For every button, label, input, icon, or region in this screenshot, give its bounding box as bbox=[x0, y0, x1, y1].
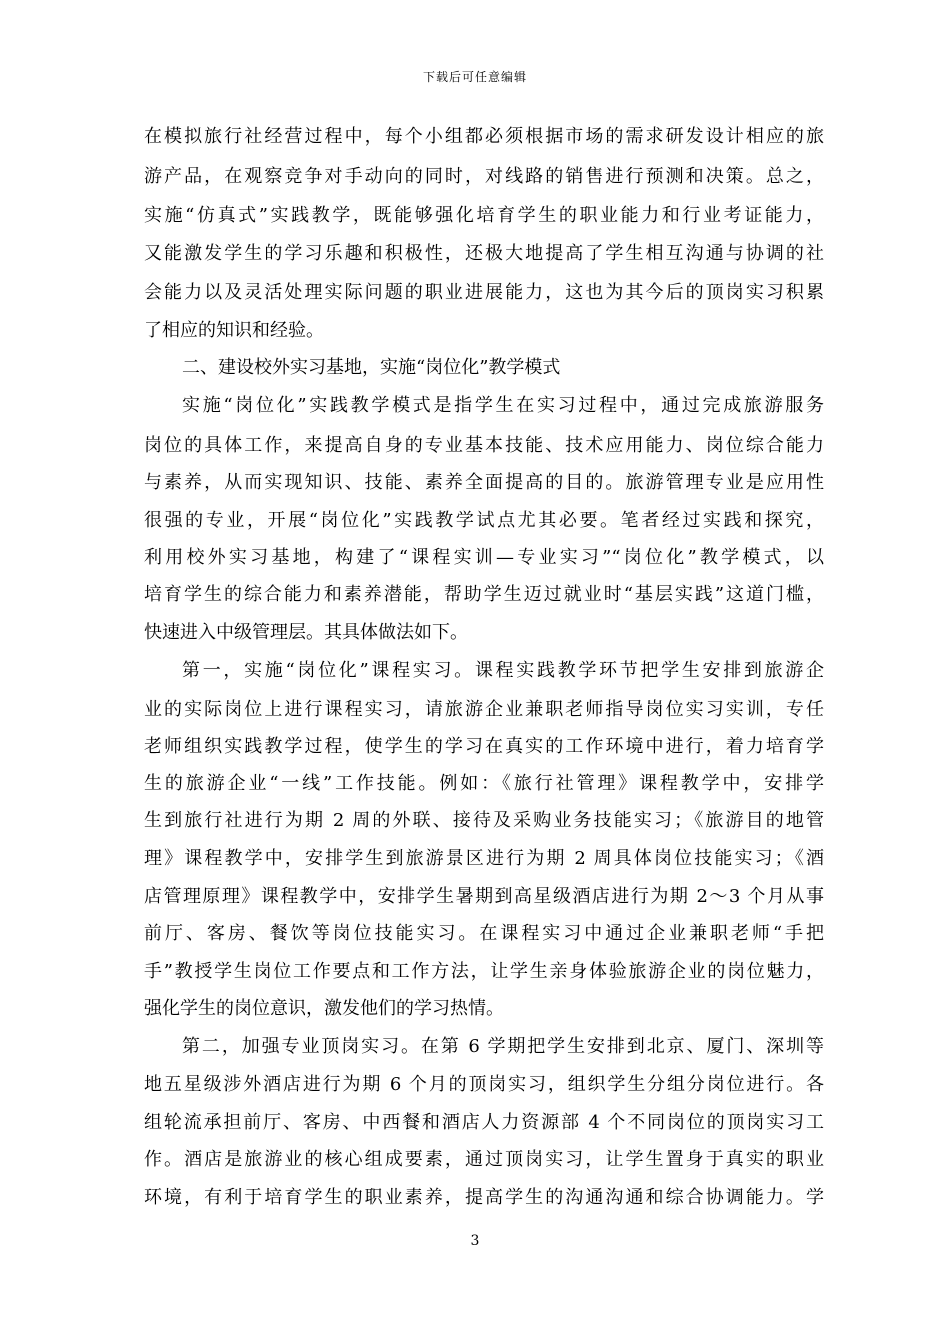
text-line: 强化学生的岗位意识，激发他们的学习热情。 bbox=[144, 998, 504, 1019]
text-line: 很强的专业，开展“岗位化”实践教学试点尤其必要。笔者经过实践和探究， bbox=[144, 510, 824, 531]
text-line: 利用校外实习基地，构建了“课程实训—专业实习”“岗位化”教学模式，以 bbox=[144, 547, 824, 568]
text-line: 培育学生的综合能力和素养潜能，帮助学生迈过就业时“基层实践”这道门槛， bbox=[144, 584, 824, 605]
text-line: 组轮流承担前厅、客房、中西餐和酒店人力资源部 4 个不同岗位的顶岗实习工 bbox=[144, 1112, 824, 1133]
text-line: 快速进入中级管理层。其具体做法如下。 bbox=[144, 622, 468, 643]
section-heading: 二、建设校外实习基地，实施“岗位化”教学模式 bbox=[182, 357, 561, 378]
text-line: 老师组织实践教学过程，使学生的学习在真实的工作环境中进行，着力培育学 bbox=[144, 736, 824, 757]
text-line: 了相应的知识和经验。 bbox=[144, 320, 324, 341]
text-line: 会能力以及灵活处理实际问题的职业进展能力，这也为其今后的顶岗实习积累 bbox=[144, 282, 824, 303]
text-line: 又能激发学生的学习乐趣和积极性，还极大地提高了学生相互沟通与协调的社 bbox=[144, 243, 824, 264]
text-line: 地五星级涉外酒店进行为期 6 个月的顶岗实习，组织学生分组分岗位进行。各 bbox=[144, 1074, 824, 1095]
text-line: 作。酒店是旅游业的核心组成要素，通过顶岗实习，让学生置身于真实的职业 bbox=[144, 1149, 824, 1170]
text-line: 游产品，在观察竞争对手动向的同时，对线路的销售进行预测和决策。总之， bbox=[144, 166, 824, 187]
text-line: 第一，实施“岗位化”课程实习。课程实践教学环节把学生安排到旅游企 bbox=[182, 660, 824, 681]
text-line: 业的实际岗位上进行课程实习，请旅游企业兼职老师指导岗位实习实训，专任 bbox=[144, 699, 824, 720]
text-line: 环境，有利于培育学生的职业素养，提高学生的沟通沟通和综合协调能力。学 bbox=[144, 1187, 824, 1208]
text-line: 在模拟旅行社经营过程中，每个小组都必须根据市场的需求研发设计相应的旅 bbox=[144, 126, 824, 147]
text-line: 实施“仿真式”实践教学，既能够强化培育学生的职业能力和行业考证能力， bbox=[144, 205, 824, 226]
text-line: 手”教授学生岗位工作要点和工作方法，让学生亲身体验旅游企业的岗位魅力， bbox=[144, 961, 824, 982]
text-line: 店管理原理》课程教学中，安排学生暑期到高星级酒店进行为期 2～3 个月从事 bbox=[144, 886, 824, 907]
text-line: 生到旅行社进行为期 2 周的外联、接待及采购业务技能实习；《旅游目的地管 bbox=[144, 810, 824, 831]
text-line: 第二，加强专业顶岗实习。在第 6 学期把学生安排到北京、厦门、深圳等 bbox=[182, 1036, 824, 1057]
text-line: 实施“岗位化”实践教学模式是指学生在实习过程中，通过完成旅游服务 bbox=[182, 395, 824, 416]
text-line: 岗位的具体工作，来提高自身的专业基本技能、技术应用能力、岗位综合能力 bbox=[144, 435, 824, 456]
text-line: 生的旅游企业“一线”工作技能。例如：《旅行社管理》课程教学中，安排学 bbox=[144, 773, 824, 794]
text-line: 前厅、客房、餐饮等岗位技能实习。在课程实习中通过企业兼职老师“手把 bbox=[144, 923, 824, 944]
text-line: 与素养，从而实现知识、技能、素养全面提高的目的。旅游管理专业是应用性 bbox=[144, 472, 824, 493]
page-header: 下载后可任意编辑 bbox=[422, 70, 527, 84]
text-line: 理》课程教学中，安排学生到旅游景区进行为期 2 周具体岗位技能实习；《酒 bbox=[144, 848, 824, 869]
page-number: 3 bbox=[470, 1233, 480, 1249]
